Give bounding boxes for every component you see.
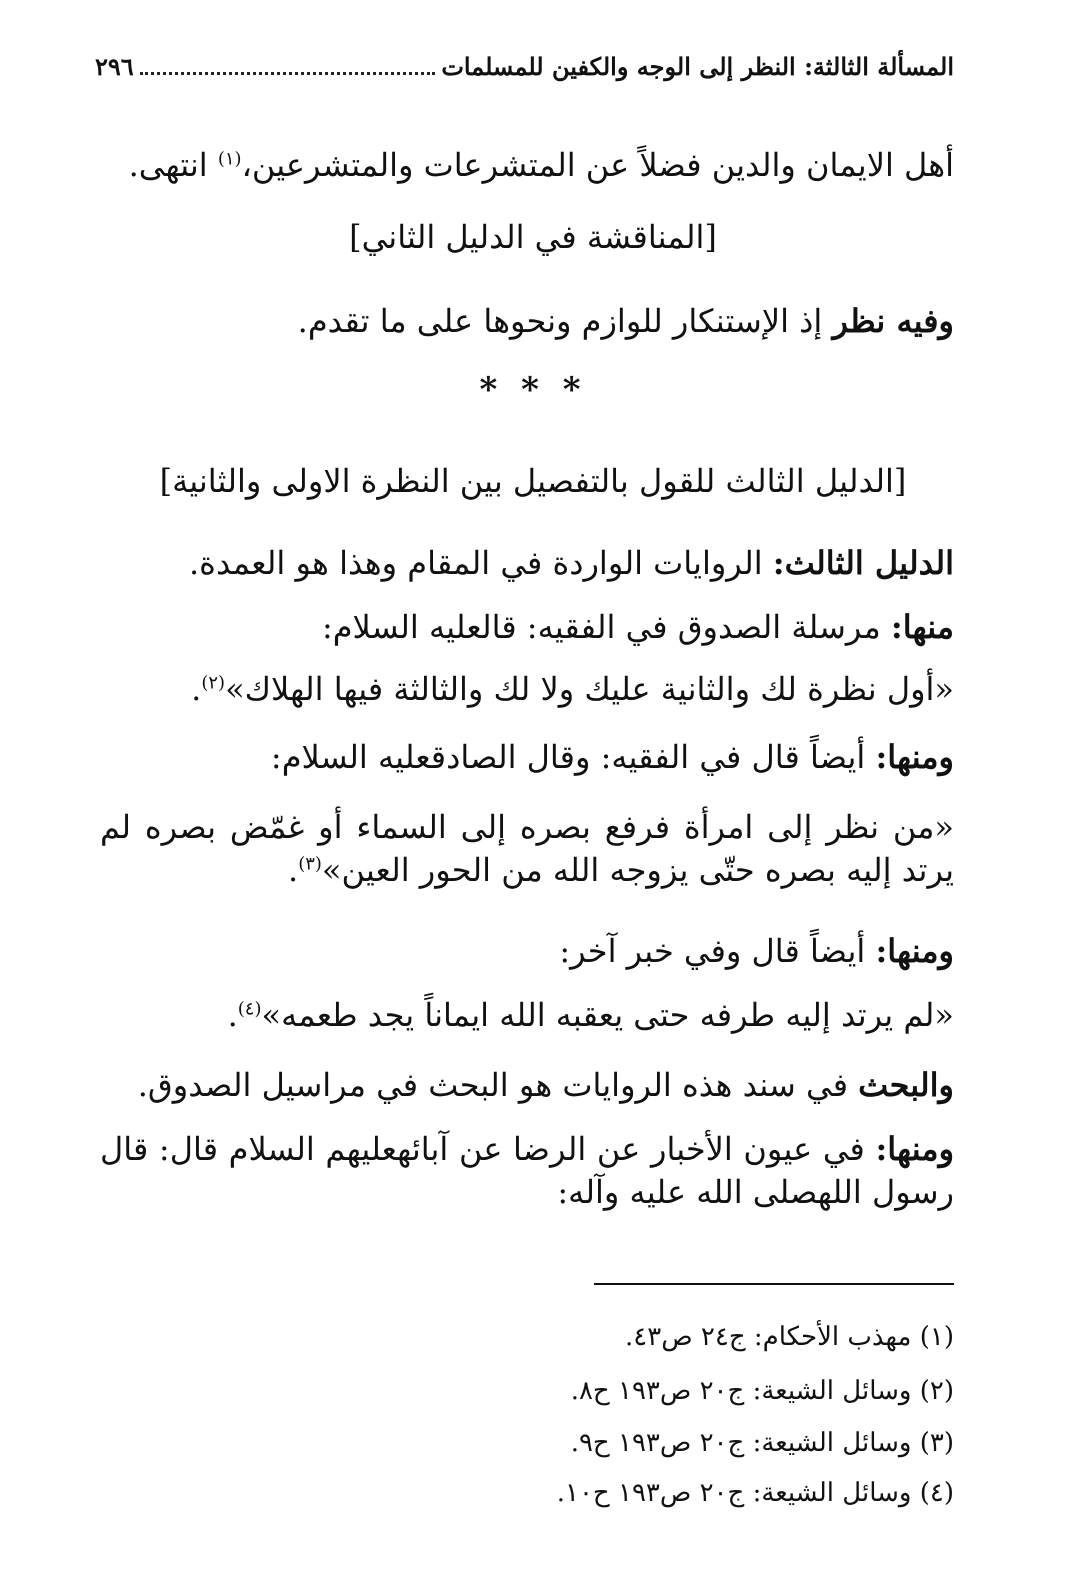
running-header bbox=[95, 52, 954, 92]
footnote-ref-3: (٣) bbox=[298, 853, 322, 875]
section-heading-discussion: [المناقشة في الدليل الثاني] bbox=[349, 218, 717, 256]
quote-faith-taste: «لم يرتد إليه طرفه حتى يعقبه الله ايماناً يجد طعمه»$^{(٤)}$. bbox=[227, 996, 954, 1034]
paragraph-continuation: أهل الايمان والدين فضلاً عن المتشرعات والمتشرعين،$^{(١)}$ انتهى. bbox=[128, 146, 954, 184]
quote-raise-gaze: «من نظر إلى امرأة فرفع بصره إلى السماء أو غمّض بصره لم يرتد إليه بصره حتّى يزوجه الله من الحور العين»$^{(٣)}$. bbox=[100, 808, 955, 890]
footnote-2: (٢) وسائل الشيعة: ج٢٠ ص١٩٣ ح٨. bbox=[570, 1376, 954, 1406]
paragraph-uyun-akhbar: ومنها: في عيون الأخبار عن الرضا عن آبائهعليهم السلام قال: قال رسول اللهصلى الله عليه وآله: bbox=[100, 1130, 955, 1212]
header-leader-dots bbox=[140, 58, 436, 75]
footnote-1: (١) مهذب الأحكام: ج٢٤ ص٤٣. bbox=[625, 1322, 954, 1352]
paragraph-other-report: ومنها: أيضاً قال وفي خبر آخر: bbox=[559, 932, 954, 970]
footnote-3: (٣) وسائل الشيعة: ج٢٠ ص١٩٣ ح٩. bbox=[570, 1428, 954, 1458]
page-number: ٢٩٦ bbox=[95, 52, 134, 81]
quote-first-glance: «أول نظرة لك والثانية عليك ولا لك والثالثة فيها الهلاك»$^{(٢)}$. bbox=[191, 670, 954, 708]
header-title: المسألة الثالثة: النظر إلى الوجه والكفين للمسلمات bbox=[441, 52, 954, 81]
footnote-ref-4: (٤) bbox=[237, 998, 262, 1020]
footnote-ref-1: (١) bbox=[217, 148, 242, 170]
paragraph-saduq-mursala: منها: مرسلة الصدوق في الفقيه: قالعليه السلام: bbox=[321, 608, 954, 646]
section-separator-stars: * * * bbox=[479, 370, 587, 410]
paragraph-sadiq: ومنها: أيضاً قال في الفقيه: وقال الصادقعليه السلام: bbox=[270, 738, 954, 776]
paragraph-chain-discussion: والبحث في سند هذه الروايات هو البحث في مراسيل الصدوق. bbox=[137, 1066, 954, 1104]
footnote-divider bbox=[594, 1283, 954, 1285]
footnote-ref-2: (٢) bbox=[201, 672, 226, 694]
paragraph-objection: وفيه نظر إذ الإستنكار للوازم ونحوها على ما تقدم. bbox=[297, 302, 954, 340]
paragraph-third-evidence: الدليل الثالث: الروايات الواردة في المقام وهذا هو العمدة. bbox=[189, 544, 954, 582]
section-heading-third-evidence: [الدليل الثالث للقول بالتفصيل بين النظرة الاولى والثانية] bbox=[159, 462, 907, 500]
footnote-4: (٤) وسائل الشيعة: ج٢٠ ص١٩٣ ح١٠. bbox=[556, 1478, 954, 1508]
